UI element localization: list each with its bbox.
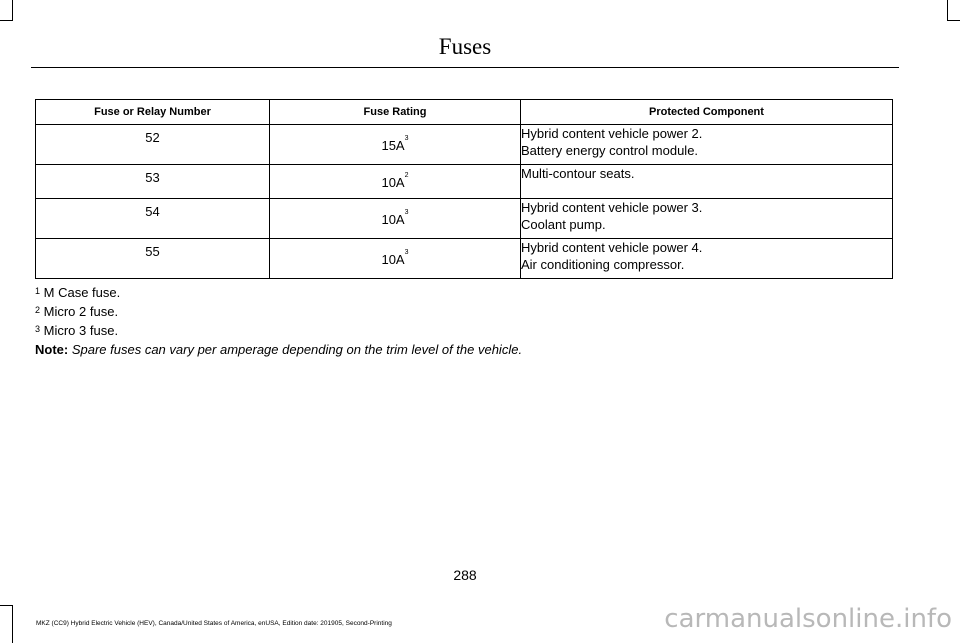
footnote-text: Micro 3 fuse. [43,323,119,338]
note-text: Spare fuses can vary per amperage depending on the trim level of the vehicle. [71,342,523,357]
fuse-rating-text [270,239,520,267]
fuse-rating-footnote: 2 [404,172,409,179]
fuse-number [36,125,270,165]
fuse-number [36,165,270,199]
crop-mark-top-left-h [0,20,13,21]
fuse-rating-footnote: 3 [404,209,409,216]
fuse-table [35,99,893,279]
component-line: Hybrid content vehicle power 3. [521,200,703,215]
page-title: Fuses [438,34,492,59]
note-label: Note: [35,342,69,357]
crop-mark-top-right-h [947,20,960,21]
table-row [36,125,893,165]
crop-mark-top-left-v [12,0,13,20]
table-row [36,165,893,199]
protected-component [521,239,893,279]
fuse-number-text: 52 [145,130,160,145]
fuse-rating-footnote: 3 [404,249,409,256]
title-rule [31,67,899,68]
table-row [36,199,893,239]
fuse-rating-footnote: 3 [404,135,409,142]
fuse-number-text: 53 [145,170,160,185]
crop-mark-bottom-left-v [12,605,13,643]
footnote-text: M Case fuse. [43,285,121,300]
fuse-rating-value: 10A [381,252,405,267]
component-line: Battery energy control module. [521,143,699,158]
watermark: carmanualsonline.info [664,604,952,634]
fuse-rating [270,165,521,199]
component-line: Hybrid content vehicle power 4. [521,240,703,255]
crop-mark-bottom-left-h [0,605,13,606]
component-line: Air conditioning compressor. [521,257,685,272]
fuse-number-text: 54 [145,204,160,219]
crop-mark-top-right-v [947,0,948,20]
note [35,340,522,359]
protected-component [521,125,893,165]
footnote-text: Micro 2 fuse. [43,304,119,319]
footnote [35,283,522,302]
column-header-component-label: Protected Component [649,106,764,118]
footnote-mark: 1 [35,286,41,296]
column-header-rating: Fuse Rating [270,100,521,125]
fuse-rating-value: 15A [381,138,405,153]
footnote [35,321,522,340]
fuse-rating-value: 10A [381,212,405,227]
page-number: 288 [453,567,477,583]
fuse-rating-text [270,125,520,153]
column-header-number: Fuse or Relay Number [36,100,270,125]
footnotes [35,283,522,359]
footnote-mark: 2 [35,305,41,315]
protected-component [521,199,893,239]
component-line: Multi-contour seats. [521,166,635,181]
component-line: Hybrid content vehicle power 2. [521,126,703,141]
fuse-rating [270,199,521,239]
component-line: Coolant pump. [521,217,606,232]
table-header-row [36,100,893,125]
protected-component [521,165,893,199]
fuse-number [36,239,270,279]
fuse-rating-text [270,165,520,190]
fuse-rating [270,239,521,279]
fuse-rating [270,125,521,165]
footnote [35,302,522,321]
fuse-rating-value: 10A [381,175,405,190]
footnote-mark: 3 [35,324,41,334]
fuse-number [36,199,270,239]
table-row [36,239,893,279]
fuse-rating-text [270,199,520,227]
fuse-number-text: 55 [145,244,160,259]
footer-edition-text: MKZ (CC9) Hybrid Electric Vehicle (HEV), Canada/United States of America, enUSA, Edition date: 201905, Second-Printing [36,620,392,627]
column-header-component [521,100,893,125]
